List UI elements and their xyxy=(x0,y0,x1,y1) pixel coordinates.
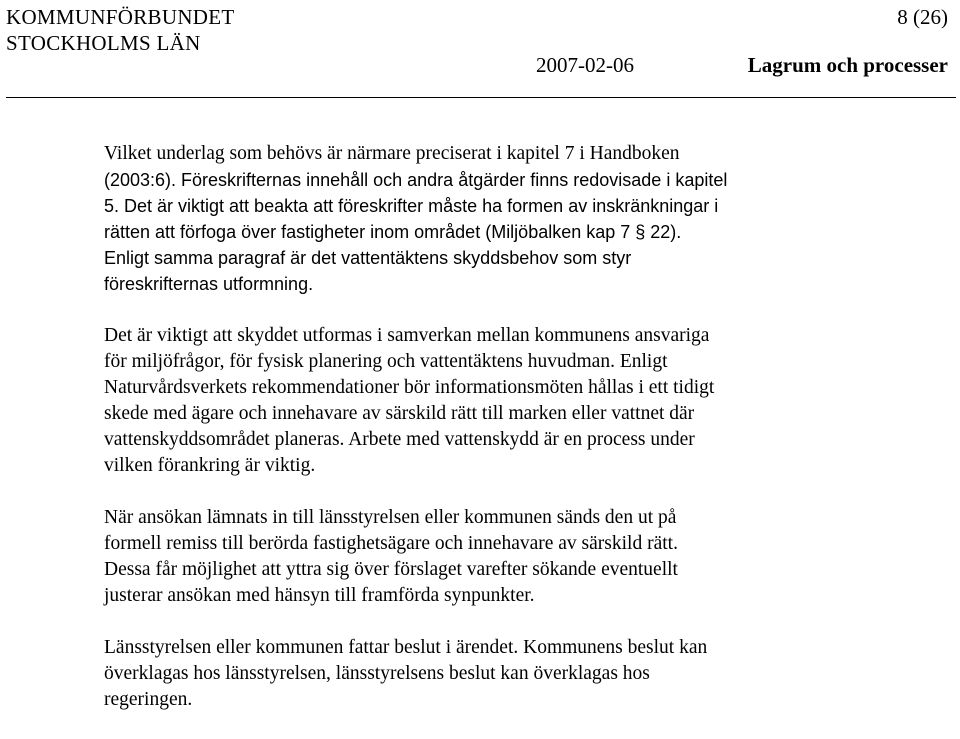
paragraph xyxy=(104,323,934,479)
organization-name-line-2: STOCKHOLMS LÄN xyxy=(6,31,201,55)
paragraph xyxy=(104,141,934,297)
text-line: (2003:6). Föreskrifternas innehåll och andra åtgärder finns redovisade i kapitel xyxy=(104,170,728,190)
text-line: När ansökan lämnats in till länsstyrelsen eller kommunen sänds den ut på xyxy=(104,507,677,528)
text-line: regeringen. xyxy=(104,689,193,710)
text-line: rätten att förfoga över fastigheter inom området (Miljöbalken kap 7 § 22). xyxy=(104,222,682,242)
text-line: överklagas hos länsstyrelsen, länsstyrelsens beslut kan överklagas hos xyxy=(104,663,650,684)
organization-name-line-1: KOMMUNFÖRBUNDET xyxy=(6,5,235,29)
text-line: vattenskyddsområdet planeras. Arbete med vattenskydd är en process under xyxy=(104,429,695,450)
text-line: Naturvårdsverkets rekommendationer bör informationsmöten hållas i ett tidigt xyxy=(104,377,715,398)
header-divider xyxy=(6,97,956,98)
text-line: justerar ansökan med hänsyn till framförda synpunkter. xyxy=(104,585,535,606)
document-body xyxy=(104,141,934,739)
text-line: Det är viktigt att skyddet utformas i samverkan mellan kommunens ansvariga xyxy=(104,325,710,346)
text-line: föreskrifternas utformning. xyxy=(104,274,314,294)
document-date: 2007-02-06 xyxy=(536,53,634,77)
text-line: Länsstyrelsen eller kommunen fattar beslut i ärendet. Kommunens beslut kan xyxy=(104,637,708,658)
organization-name xyxy=(6,4,235,56)
page-number: 8 (26) xyxy=(897,5,948,29)
text-line: 5. Det är viktigt att beakta att föreskrifter måste ha formen av inskränkningar i xyxy=(104,196,719,216)
text-line: formell remiss till berörda fastighetsägare och innehavare av särskild rätt. xyxy=(104,533,678,554)
text-line: Vilket underlag som behövs är närmare preciserat i kapitel 7 i Handboken xyxy=(104,143,680,164)
text-line: skede med ägare och innehavare av särskild rätt till marken eller vattnet där xyxy=(104,403,695,424)
section-title: Lagrum och processer xyxy=(747,53,948,77)
paragraph xyxy=(104,505,934,609)
text-line: för miljöfrågor, för fysisk planering och vattentäktens huvudman. Enligt xyxy=(104,351,668,372)
text-line: Dessa får möjlighet att yttra sig över förslaget varefter sökande eventuellt xyxy=(104,559,678,580)
paragraph xyxy=(104,635,934,713)
text-line: vilken förankring är viktig. xyxy=(104,455,316,476)
text-line: Enligt samma paragraf är det vattentäktens skyddsbehov som styr xyxy=(104,248,632,268)
page-header xyxy=(0,0,960,100)
